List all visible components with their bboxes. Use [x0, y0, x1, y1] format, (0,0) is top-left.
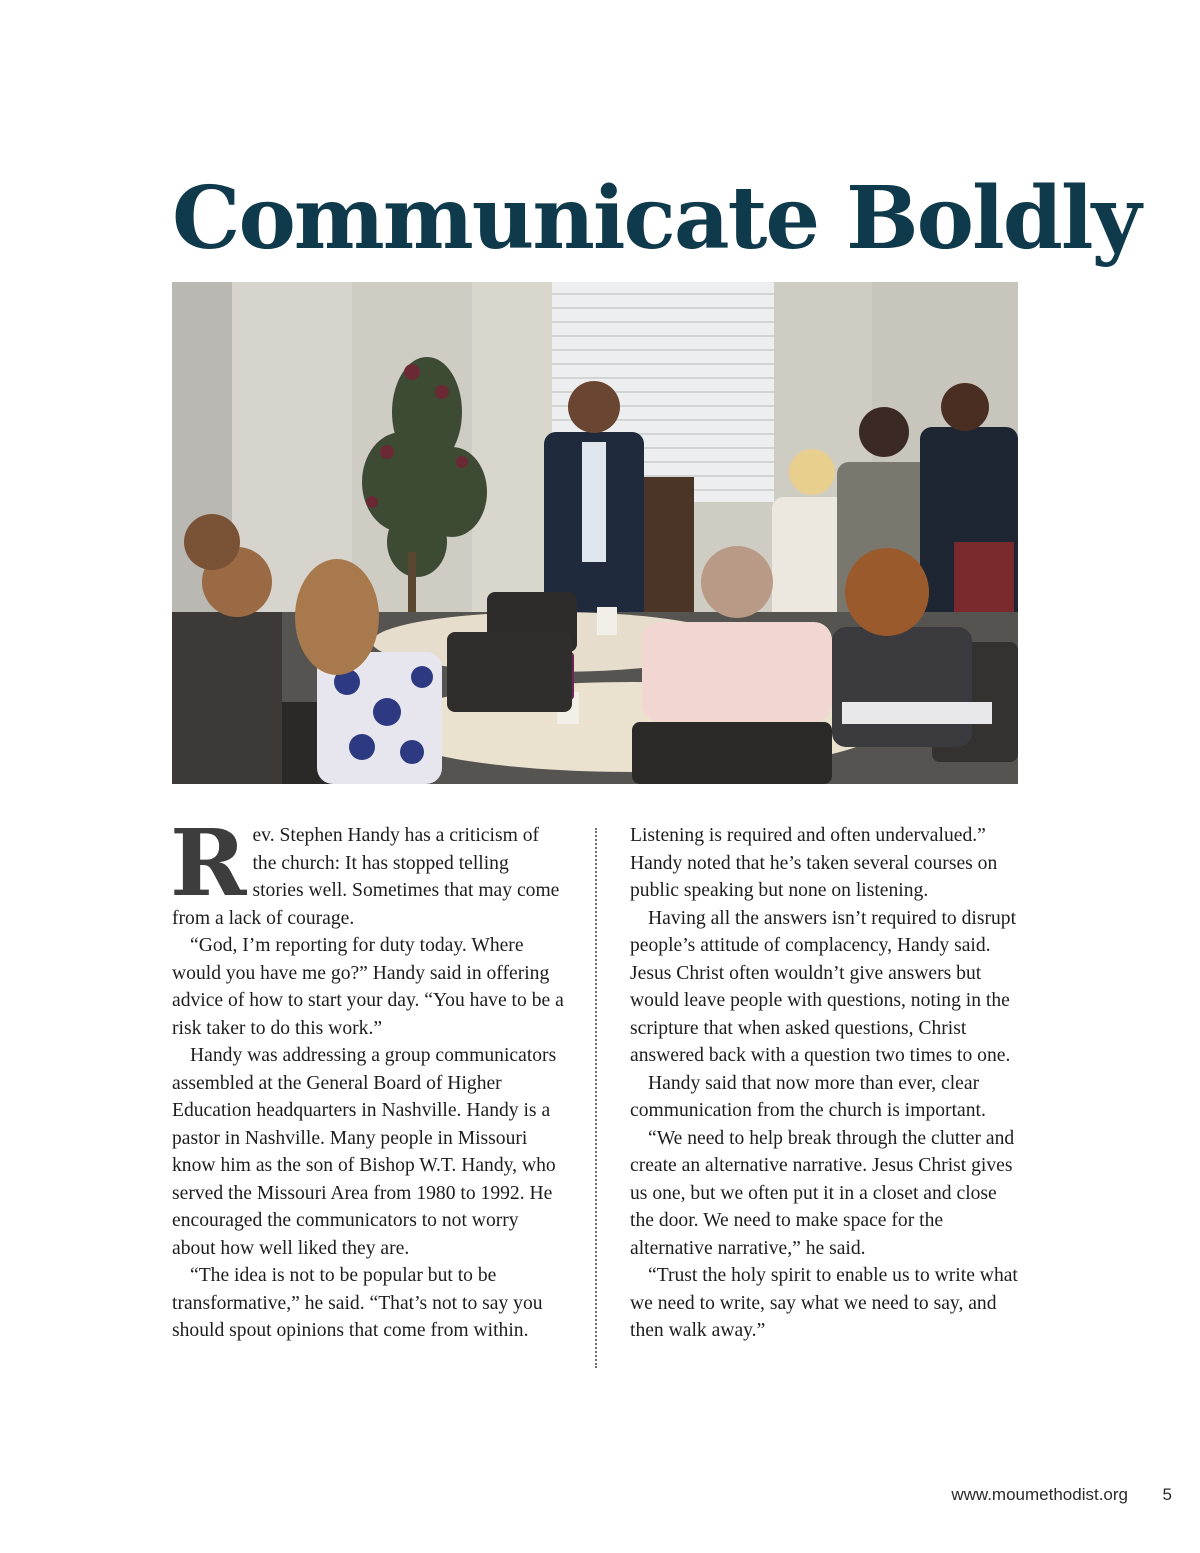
right-paragraph-3: Handy said that now more than ever, clear communication from the church is important.	[630, 1072, 986, 1121]
article-headline: Communicate Boldly	[172, 168, 1140, 269]
article-column-right	[630, 822, 1020, 1345]
right-paragraph-1: Listening is required and often undervalued.” Handy noted that he’s taken several courses on public speaking but none on listening.	[630, 825, 998, 901]
photo-illustration	[172, 282, 1018, 784]
drop-cap: R	[170, 809, 247, 917]
left-paragraph-1-text: ev. Stephen Handy has a criticism of the church: It has stopped telling stories well. Sometimes that may come from a lack of courage.	[172, 825, 560, 929]
right-paragraph-2: Having all the answers isn’t required to disrupt people’s attitude of complacency, Handy said. Jesus Christ often wouldn’t give answers but would leave people with questions, noting in the scripture that when asked questions, Christ answered back with a question two times to one.	[630, 907, 1017, 1066]
column-divider	[595, 828, 597, 1368]
left-paragraph-2: “God, I’m reporting for duty today. Where would you have me go?” Handy said in offering advice of how to start your day. “You have to be a risk taker to do this work.”	[172, 935, 564, 1039]
left-paragraph-1	[170, 809, 564, 932]
footer-website-link[interactable]: www.moumethodist.org	[951, 1485, 1128, 1504]
page-number: 5	[1162, 1485, 1172, 1504]
right-paragraph-5: “Trust the holy spirit to enable us to write what we need to write, say what we need to say, and then walk away.”	[630, 1265, 1018, 1341]
article-column-left	[170, 809, 564, 1345]
right-paragraph-4: “We need to help break through the clutter and create an alternative narrative. Jesus Christ gives us one, but we often put it in a closet and close the door. We need to make space for the alternative narrative,” he said.	[630, 1127, 1015, 1259]
left-paragraph-4: “The idea is not to be popular but to be transformative,” he said. “That’s not to say you should spout opinions that come from within.	[172, 1265, 543, 1341]
left-paragraph-3: Handy was addressing a group communicators assembled at the General Board of Higher Education headquarters in Nashville. Handy is a pastor in Nashville. Many people in Missouri know him as the son of Bishop W.T. Handy, who served the Missouri Area from 1980 to 1992. He encouraged the communicators to not worry about how well liked they are.	[172, 1045, 557, 1259]
article-photo	[172, 282, 1018, 784]
